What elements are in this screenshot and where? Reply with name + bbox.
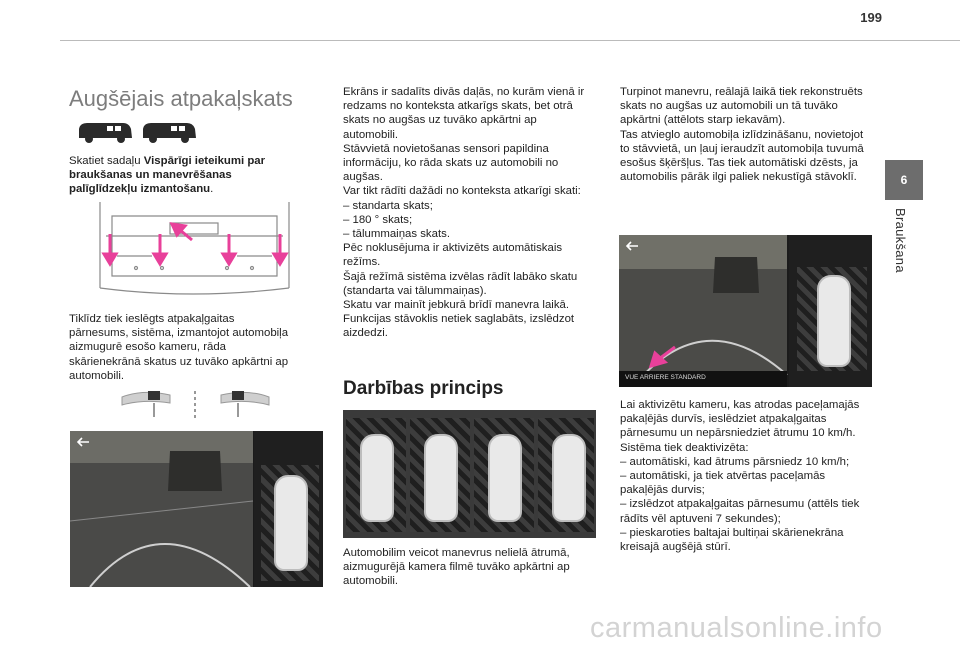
camera-display-standard: [619, 235, 872, 387]
view-mode-label[interactable]: VUE ARRIERE STANDARD: [625, 374, 706, 381]
chapter-tab: 6: [885, 160, 923, 200]
intro-lead: Skatiet sadaļu: [69, 155, 144, 167]
van-rear-illustration: [92, 196, 297, 301]
text-line: Ekrāns ir sadalīts divās daļās, no kurām vienā ir redzams no konteksta atkarīgs skats, bet otrā skats no augšas uz tuvāko apkārtni ap automobili.: [343, 86, 585, 141]
back-arrow-icon[interactable]: [76, 437, 90, 447]
section-heading-principle: Darbības princips: [343, 378, 504, 399]
principle-illustration: [343, 410, 596, 538]
vehicle-top-icon: [552, 434, 586, 522]
text-line: Stāvvietā novietošanas sensori papildina informāciju, ko rāda skats uz automobili no augšas.: [343, 142, 559, 184]
vehicle-top-icon: [424, 434, 458, 522]
text-line: – pieskaroties baltajai bultiņai skārienekrāna kreisajā augšējā stūrī.: [620, 526, 844, 554]
text-line: Pēc noklusējuma ir aktivizēts automātiskais režīms.: [343, 242, 563, 269]
vehicle-top-icon: [488, 434, 522, 522]
principle-paragraph: Automobilim veicot manevrus nelielā ātrumā, aizmugurējā kamera filmē tuvāko apkārtni ap automobili.: [343, 547, 570, 588]
van-icon: [77, 120, 201, 144]
header-rule: [60, 40, 960, 41]
chapter-label: Braukšana: [893, 208, 908, 273]
text-line: Funkcijas stāvoklis netiek saglabāts, izslēdzot aizdedzi.: [343, 313, 575, 340]
text-line: – automātiski, ja tiek atvērtas paceļamās pakaļējās durvis;: [620, 470, 826, 497]
intro-paragraph-2: Tiklīdz tiek ieslēgts atpakaļgaitas pārnesums, sistēma, izmantojot automobiļa aizmugurē esošo kameru, rāda skārienekrānā skatus uz tuvāko apkārtni ap automobili.: [69, 313, 289, 382]
vehicle-top-icon: [360, 434, 394, 522]
reconstruction-description: [620, 85, 872, 184]
intro-link-text: Vispārīgi ieteikumi par braukšanas un manevrēšanas palīglīdzekļu izmantošanu: [69, 155, 266, 196]
camera-display-split: [70, 431, 323, 587]
text-line: – 180 ° skats;: [343, 213, 413, 226]
section-title: Augšējais atpakaļskats: [69, 86, 293, 111]
text-line: – tālummaiņas skats.: [343, 228, 450, 241]
text-line: Turpinot manevru, reālajā laikā tiek rekonstruēts skats no augšas uz automobili un tā tuvāko apkārtni (attēlots starp iekavām).: [620, 86, 863, 127]
text-line: – automātiski, kad ātrums pārsniedz 10 km/h;: [620, 455, 850, 468]
screen-description: [343, 85, 593, 341]
vehicle-top-icon: [274, 475, 308, 571]
text-line: Sistēma tiek deaktivizēta:: [620, 441, 749, 454]
text-line: Tas atvieglo automobiļa izlīdzināšanu, novietojot to stāvvietā, un ļauj ieraudzīt automobiļa tuvumā esošus šķēršļus. Tas tiek automātiski dzēsts, ja automobilis pārāk ilgi paliek nekustīgā stāvoklī.: [620, 128, 864, 184]
camera-icon: [118, 387, 273, 423]
text-line: Var tikt rādīti dažādi no konteksta atkarīgi skati:: [343, 185, 581, 198]
text-line: Lai aktivizētu kameru, kas atrodas paceļamajās pakaļējās durvīs, ieslēdziet atpakaļgaitas pārnesumu un nepārsniedziet ātrumu 10 km/h.: [620, 399, 860, 440]
activation-description: [620, 398, 872, 554]
back-arrow-icon[interactable]: [625, 241, 639, 251]
watermark: carmanualsonline.info: [590, 612, 883, 644]
text-line: – standarta skats;: [343, 199, 433, 212]
intro-paragraph: [69, 154, 294, 197]
text-line: – izslēdzot atpakaļgaitas pārnesumu (attēls tiek rādīts vēl aptuveni 7 sekundes);: [620, 498, 860, 525]
page-number: 199: [860, 10, 882, 25]
vehicle-top-icon: [817, 275, 851, 367]
text-line: Skatu var mainīt jebkurā brīdī manevra laikā.: [343, 299, 570, 312]
text-line: Šajā režīmā sistēma izvēlas rādīt labāko skatu (standarta vai tālummaiņas).: [343, 270, 578, 297]
intro-tail: .: [210, 183, 214, 196]
